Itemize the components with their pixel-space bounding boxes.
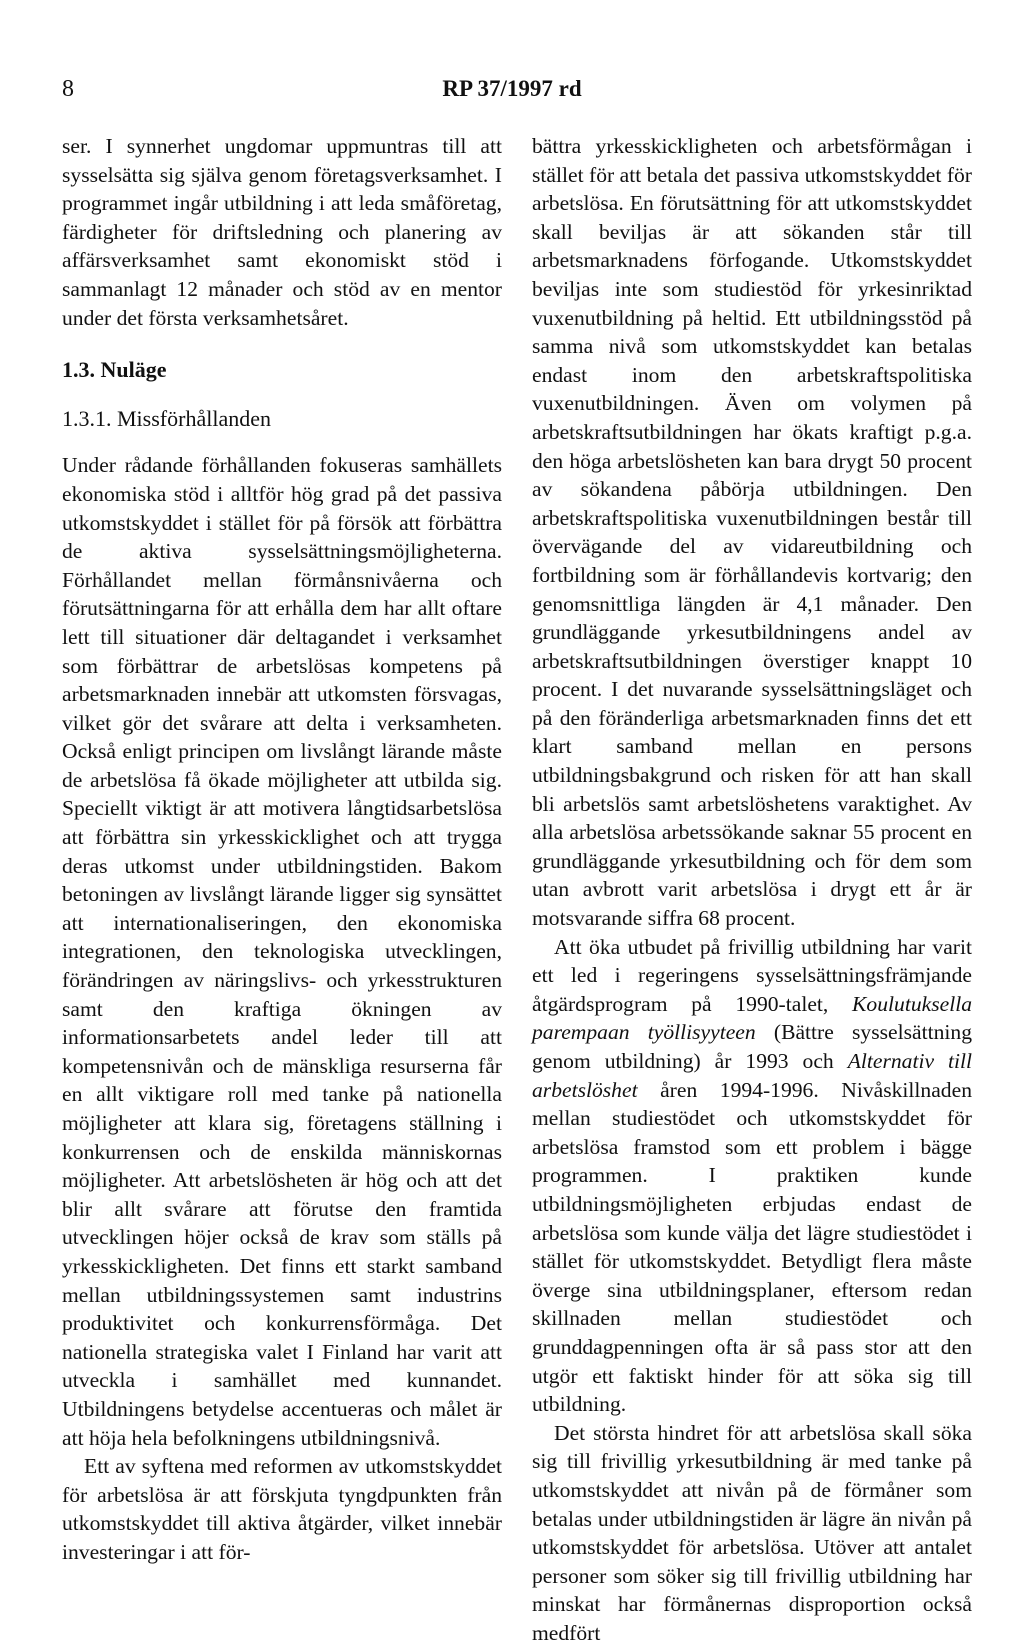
page-number: 8 <box>62 76 74 102</box>
section-heading: 1.3. Nuläge <box>62 357 167 383</box>
right-column <box>532 132 972 1647</box>
running-head: RP 37/1997 rd <box>442 76 582 101</box>
paragraph: bättra yrkesskickligheten och arbetsförmågan i stället för att betala det passiva utkomstskyddet för arbetslösa. En förutsättning för att utkomstskyddet skall beviljas är att sökanden står till arbetsmarknadens förfogande. Utkomstskyddet beviljas inte som studiestöd för yrkesinriktad vuxenutbildning på heltid. Ett utbildningsstöd på samma nivå som utkomstskyddet kan betalas endast inom den arbetskraftspolitiska vuxenutbildningen. Även om volymen på arbetskraftsutbildningen har ökats kraftigt p.g.a. den höga arbetslösheten kan bara drygt 50 procent av sökandena påbörja utbildningen. Den arbetskraftspolitiska vuxenutbildningen består till övervägande del av vidareutbildning och fortbildning som är förhållandevis kortvarig; den genomsnittliga längden är 4,1 månader. Den grundläggande yrkesutbildningens andel av arbetskraftsutbildningen överstiger knappt 10 procent. I det nuvarande sysselsättningsläget och på den föränderliga arbetsmarknaden finns det ett klart samband mellan en persons utbildningsbakgrund och risken för att han skall bli arbetslös samt arbetslöshetens varaktighet. Av alla arbetslösa arbetssökande saknar 55 procent en grundläggande yrkesutbildning och för dem som utan avbrott varit arbetslösa i drygt ett år är motsvarande siffra 68 procent. <box>532 134 972 931</box>
paragraph: Det största hindret för att arbetslösa skall söka sig till frivillig yrkesutbildning är med tanke på utkomstskyddet att nivån på de förmåner som betalas under utbildningstiden är lägre än nivån på utkomstskyddet för arbetslösa. Utöver att antalet personer som söker sig till frivillig utbildning har minskat har förmånernas disproportion också medfört <box>532 1420 972 1645</box>
program-title: Alternativ till arbetslöshet <box>532 1049 972 1102</box>
paragraph: Ett av syftena med reformen av utkomstskyddet för arbetslösa är att förskjuta tyngdpunkten från utkomstskyddet till aktiva åtgärder, vilket innebär investeringar i att för- <box>62 1454 502 1564</box>
text-run: Att öka utbudet på frivillig utbildning har varit ett led i regeringens sysselsättningsfrämjande åtgärdsprogram på 1990-talet, <box>532 934 972 1016</box>
left-column <box>62 132 502 1567</box>
paragraph: ser. I synnerhet ungdomar uppmuntras till att sysselsätta sig själva genom företagsverksamhet. I programmet ingår utbildning i att leda småföretag, färdigheter för driftsledning och planering av affärsverksamhet samt ekonomiskt stöd i sammanlagt 12 månader och stöd av en mentor under det första verksamhetsåret. <box>62 134 502 330</box>
paragraph: Under rådande förhållanden fokuseras samhällets ekonomiska stöd i alltför hög grad på det passiva utkomstskyddet i stället för på försök att förbättra de aktiva sysselsättningsmöjligheterna. Förhållandet mellan förmånsnivåerna och förutsättningarna för att erhålla dem har allt oftare lett till situationer där deltagandet i verksamhet som förbättrar de arbetslösas kompetens på arbetsmarknaden innebär att utkomsten försvagas, vilket gör det svårare att delta i verksamheten. Också enligt principen om livslångt lärande måste de arbetslösa få ökade möjligheter att utbilda sig. Speciellt viktigt är att motivera långtidsarbetslösa att förbättra sin yrkesskicklighet och att trygga deras utkomst under utbildningstiden. Bakom betoningen av livslångt lärande ligger sig synsättet att internationaliseringen, den ekonomiska integrationen, den teknologiska utvecklingen, förändringen av näringslivs- och yrkesstrukturen samt den kraftiga ökningen av informationsarbetets andel leder till att kompetensnivån och de mänskliga resurserna får en allt viktigare roll med tanke på nationella möjligheter att klara sig, företagens ställning i konkurrensen och de enskilda människornas möjligheter. Att arbetslösheten är hög och att det blir allt svårare att förutse den framtida utvecklingen höjer också de krav som ställs på yrkesskickligheten. Det finns ett starkt samband mellan utbildningssystemen samt industrins produktivitet och konkurrensförmåga. Det nationella strategiska valet I Finland har varit att utveckla i samhället med kunnandet. Utbildningens betydelse accentueras och målet är att höja hela befolkningens utbildningsnivå. <box>62 453 502 1450</box>
text-run: åren 1994-1996. Nivåskillnaden mellan studiestödet och utkomstskyddet för arbetslösa framstod som ett problem i bägge programmen. I praktiken kunde utbildningsmöjligheten erbjudas endast de arbetslösa som kunde välja det lägre studiestödet i stället för utkomstskyddet. Betydligt flera måste övergе sina utbildningsplaner, eftersom redan skillnaden mellan studiestödet och grunddagpenningen ofta är så pass stor att den utgör ett faktiskt hinder för att söka sig till utbildning. <box>532 1077 972 1417</box>
text-run: (Bättre sysselsättning genom utbildning) år 1993 och <box>532 1020 972 1073</box>
program-title: Koulutuksella parempaan työllisyyteen <box>532 991 972 1045</box>
paragraph <box>532 933 972 1419</box>
page-header <box>62 76 962 106</box>
subsection-heading: 1.3.1. Missförhållanden <box>62 405 271 431</box>
